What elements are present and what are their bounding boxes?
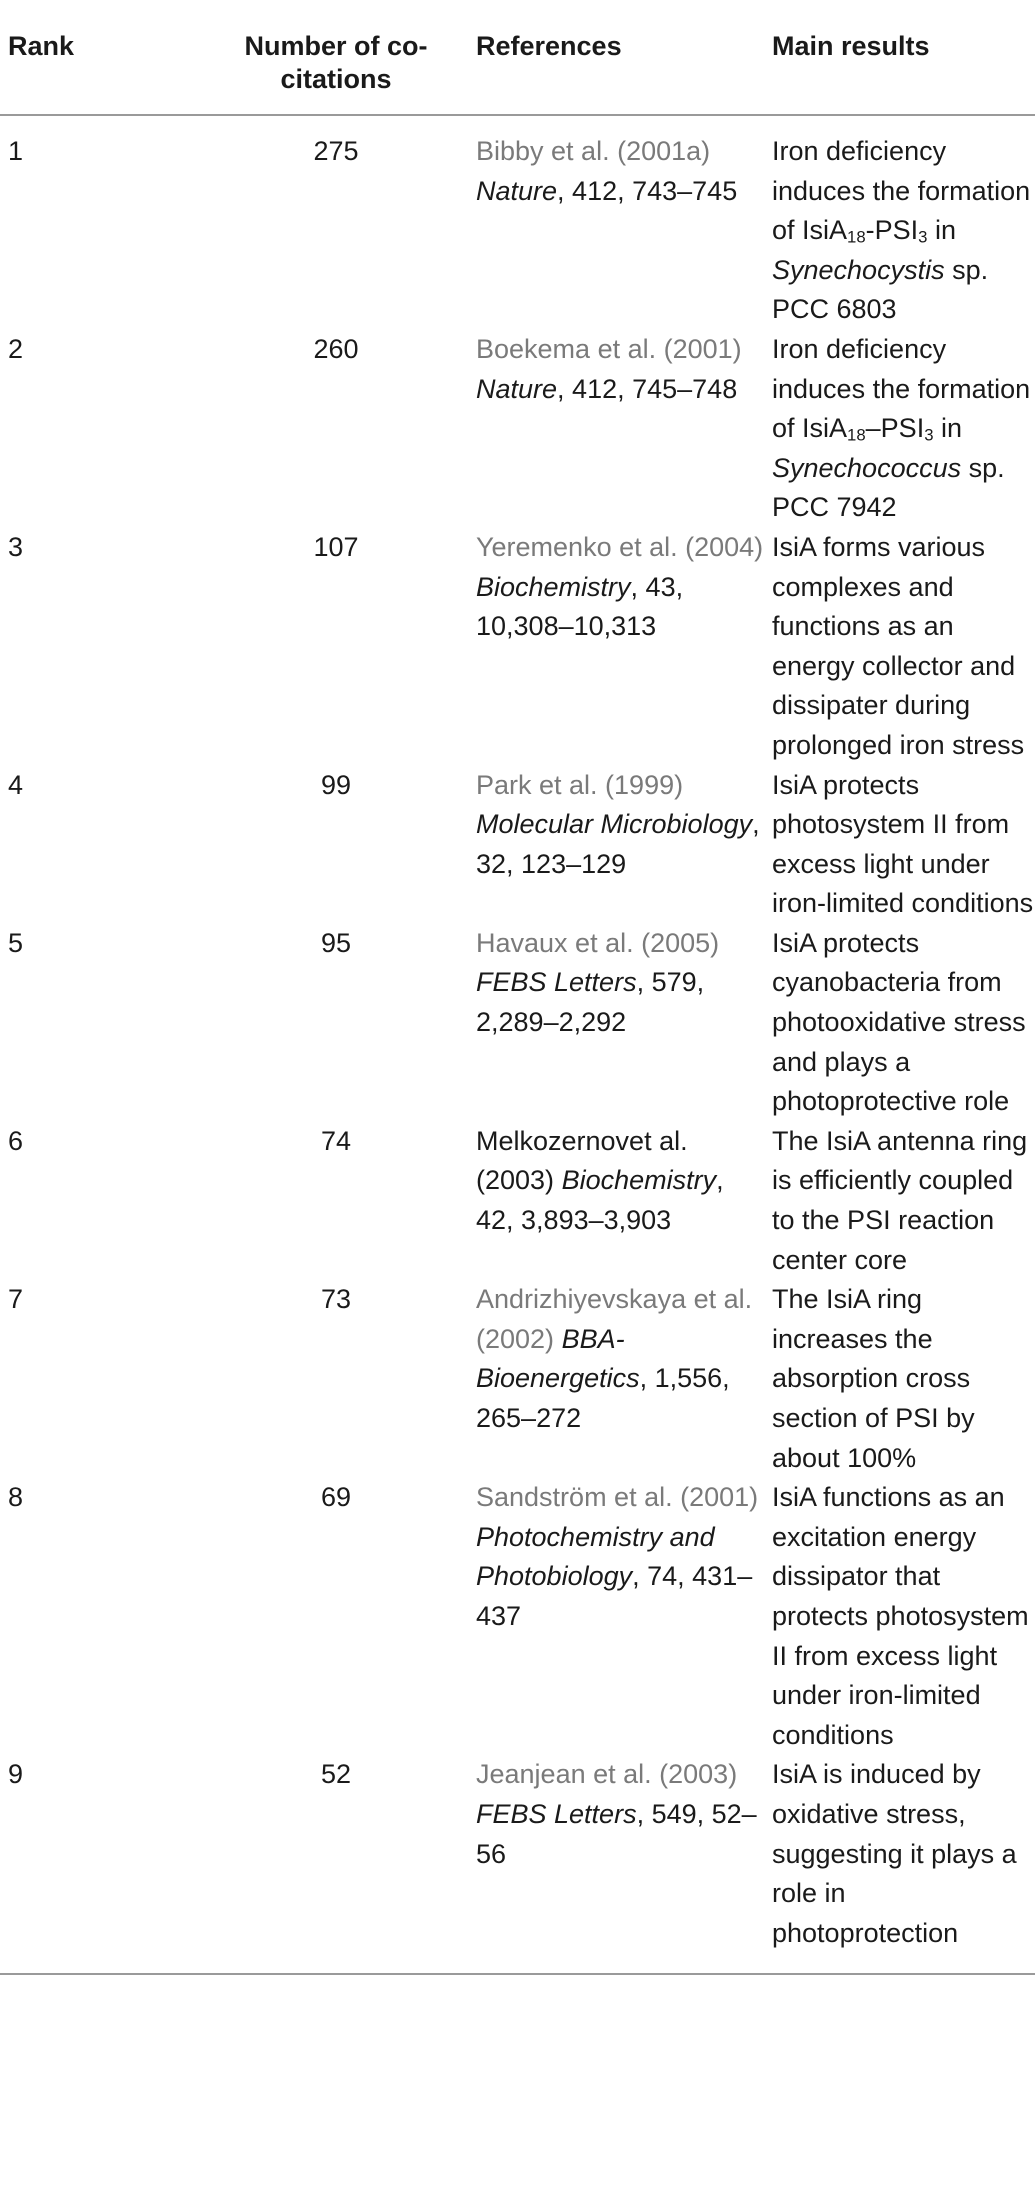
table-row: [0, 1122, 1035, 1280]
table-row: [0, 1478, 1035, 1755]
cell-reference: [472, 924, 770, 1122]
reference-journal: Biochemistry: [561, 1165, 717, 1196]
reference-authors: Melkozernovet al. (2003): [476, 1125, 688, 1196]
cell-main-result: IsiA protects cyanobacteria from photooxidative stress and plays a photoprotective role: [772, 927, 1026, 1117]
reference-details: , 74, 431–437: [476, 1561, 753, 1631]
cell-reference: [472, 330, 770, 528]
cell-rank: 9: [8, 1759, 24, 1790]
cell-co-citations: 99: [320, 769, 352, 800]
reference-journal: Nature: [476, 373, 558, 404]
cell-rank: 8: [8, 1482, 24, 1513]
table-row: [0, 1280, 1035, 1478]
reference-details: , 412, 745–748: [557, 373, 738, 404]
cell-reference: [472, 1280, 770, 1478]
cell-rank: 3: [8, 531, 24, 562]
table-bottom-rule: [0, 1973, 1035, 1975]
table-row: [0, 528, 1035, 766]
cell-reference: [472, 766, 770, 924]
reference-details: , 1,556, 265–272: [476, 1363, 730, 1433]
reference-details: , 32, 123–129: [476, 809, 760, 879]
cell-co-citations: 69: [320, 1482, 352, 1513]
header-main-results: Main results: [770, 0, 1035, 115]
reference-details: , 43, 10,308–10,313: [476, 571, 684, 642]
reference-journal: Molecular Microbiology: [476, 809, 753, 840]
cell-reference: [472, 1478, 770, 1755]
reference-journal: BBA-Bioenergetics: [476, 1323, 640, 1394]
table-row: [0, 766, 1035, 924]
reference-journal: FEBS Letters: [476, 967, 637, 998]
cell-reference: [472, 1122, 770, 1280]
header-references: References: [472, 0, 770, 115]
table-row: [0, 115, 1035, 330]
cell-main-result: The IsiA antenna ring is efficiently coupled to the PSI reaction center core: [772, 1125, 1028, 1275]
cell-co-citations: 95: [320, 927, 352, 958]
reference-details: , 42, 3,893–3,903: [476, 1165, 724, 1236]
cell-rank: 5: [8, 927, 24, 958]
reference-authors: Park et al. (1999): [476, 769, 684, 800]
table-row: [0, 924, 1035, 1122]
reference-authors: Boekema et al. (2001): [476, 333, 742, 364]
cell-main-result: IsiA protects photosystem II from excess light under iron-limited conditions: [772, 769, 1034, 919]
reference-authors: Andrizhiyevskaya et al. (2002): [476, 1284, 753, 1354]
cell-co-citations: 52: [320, 1759, 352, 1790]
cell-rank: 1: [8, 136, 24, 166]
cell-co-citations: 74: [320, 1125, 352, 1156]
reference-details: , 549, 52–56: [476, 1798, 757, 1869]
reference-authors: Yeremenko et al. (2004): [476, 531, 764, 562]
cell-reference: [472, 115, 770, 330]
cell-rank: 2: [8, 333, 24, 364]
table-row: [0, 1755, 1035, 1973]
reference-details: , 412, 743–745: [557, 175, 738, 206]
cell-reference: [472, 1755, 770, 1973]
cell-reference: [472, 528, 770, 766]
cell-main-result: Iron deficiency induces the formation of $IsiA_{18}-PSI_3$ in Synechocystis sp. PCC 6803: [772, 136, 1031, 325]
reference-journal: Biochemistry: [476, 571, 631, 602]
reference-journal: Photochemistry and Photobiology: [476, 1521, 715, 1592]
table-body: [0, 115, 1035, 1973]
reference-journal: FEBS Letters: [476, 1798, 637, 1829]
table-row: [0, 330, 1035, 528]
cell-main-result: IsiA forms various complexes and functions as an energy collector and dissipater during prolonged iron stress: [772, 531, 1025, 760]
cell-co-citations: 73: [320, 1284, 352, 1315]
reference-details: , 579, 2,289–2,292: [476, 967, 705, 1038]
cell-co-citations: 275: [313, 136, 359, 166]
cell-main-result: IsiA is induced by oxidative stress, suggesting it plays a role in photoprotection: [772, 1759, 1017, 1948]
reference-authors: Bibby et al. (2001a): [476, 136, 711, 166]
cell-co-citations: 107: [313, 531, 359, 562]
cell-main-result: IsiA functions as an excitation energy dissipator that protects photosystem II from excess light under iron-limited conditions: [772, 1482, 1029, 1750]
cell-co-citations: 260: [313, 333, 359, 364]
cell-rank: 6: [8, 1125, 24, 1156]
header-citations: Number of co-citations: [200, 0, 472, 115]
cell-main-result: Iron deficiency induces the formation of $IsiA_{18}-PSI_3$ in Synechococcus sp. PCC 7942: [772, 333, 1031, 523]
cell-rank: 7: [8, 1284, 24, 1315]
cell-main-result: The IsiA ring increases the absorption cross section of PSI by about 100%: [772, 1284, 975, 1473]
cell-rank: 4: [8, 769, 24, 800]
reference-journal: Nature: [476, 175, 558, 206]
reference-authors: Jeanjean et al. (2003): [476, 1759, 738, 1790]
reference-authors: Havaux et al. (2005): [476, 927, 720, 958]
header-row: [0, 0, 1035, 115]
header-rank: Rank: [0, 0, 200, 115]
reference-authors: Sandström et al. (2001): [476, 1482, 759, 1513]
